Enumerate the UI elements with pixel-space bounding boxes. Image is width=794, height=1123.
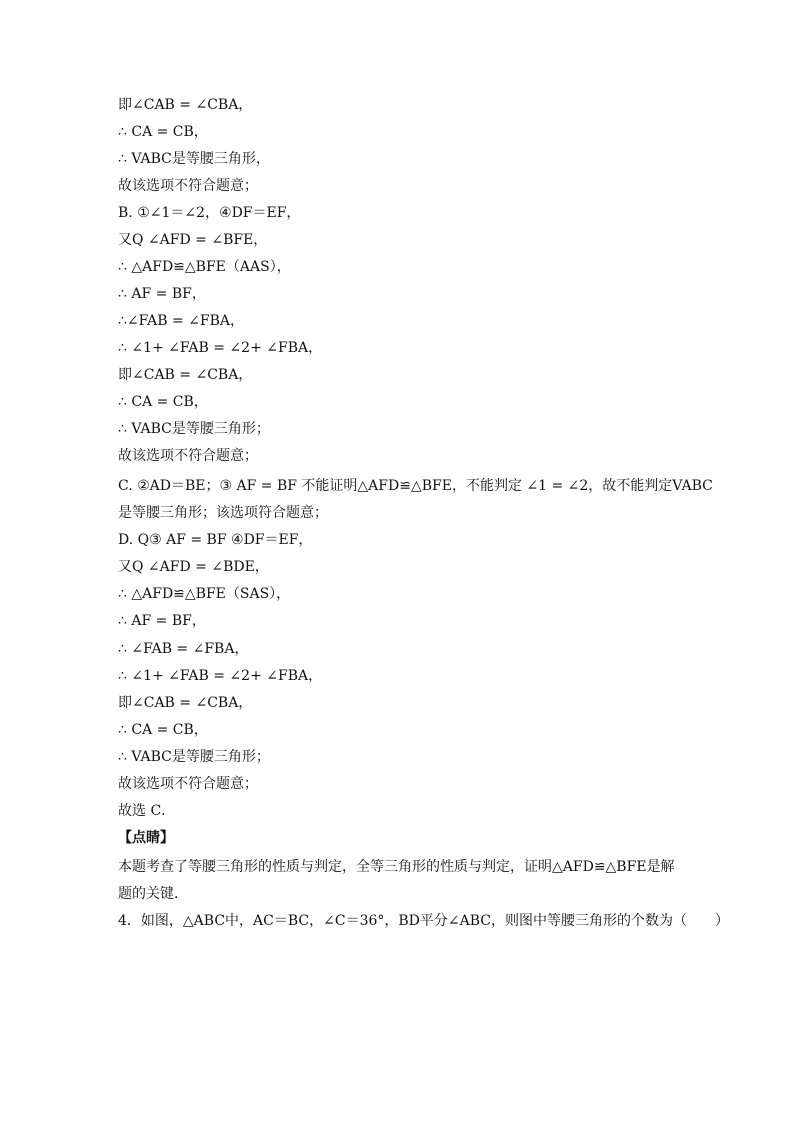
option-c-heading: C. ②AD＝BE；③ AF = BF 不能证明△AFD≌△BFE，不能判定 ∠1 = ∠2，故不能判定VABC: [118, 478, 713, 494]
text-line: 故该选项不符合题意；: [118, 776, 258, 792]
text-line: ∴ △AFD≌△BFE（AAS），: [118, 259, 291, 275]
text-line: 故该选项不符合题意；: [118, 448, 258, 464]
text-line: ∴ CA = CB，: [118, 394, 208, 410]
text-line: ∴ ∠1+ ∠FAB = ∠2+ ∠FBA，: [118, 340, 323, 356]
comment-heading: 【点睛】: [118, 830, 174, 846]
text-line: ∴ △AFD≌△BFE（SAS），: [118, 586, 291, 602]
question-4: 4．如图，△ABC中，AC＝BC，∠C＝36°，BD平分∠ABC，则图中等腰三角形的个数为（ ）: [118, 913, 729, 929]
text-line: 故该选项不符合题意；: [118, 178, 258, 194]
text-line: ∴ ∠1+ ∠FAB = ∠2+ ∠FBA，: [118, 668, 323, 684]
text-line: ∴ AF = BF，: [118, 613, 206, 629]
text-line: 又Q ∠AFD = ∠BDE，: [118, 559, 269, 575]
comment-text: 本题考查了等腰三角形的性质与判定，全等三角形的性质与判定，证明△AFD≌△BFE是解: [118, 859, 675, 875]
text-line: 即∠CAB = ∠CBA，: [118, 695, 253, 711]
text-line: ∴ ∠FAB = ∠FBA，: [118, 641, 249, 657]
text-line: 是等腰三角形；该选项符合题意；: [118, 505, 328, 521]
text-line: 又Q ∠AFD = ∠BFE，: [118, 232, 268, 248]
text-line: 即∠CAB = ∠CBA，: [118, 367, 253, 383]
text-line: ∴ CA = CB，: [118, 124, 208, 140]
text-line: ∴ VABC是等腰三角形；: [118, 749, 270, 765]
text-line: ∴ AF = BF，: [118, 286, 206, 302]
text-line: ∴ VABC是等腰三角形；: [118, 421, 270, 437]
option-d-heading: D. Q③ AF = BF ④DF＝EF，: [118, 532, 313, 548]
text-line: ∴ VABC是等腰三角形，: [118, 151, 270, 167]
text-line: ∴∠FAB = ∠FBA，: [118, 313, 245, 329]
text-line: 即∠CAB = ∠CBA，: [118, 97, 253, 113]
text-line: ∴ CA = CB，: [118, 722, 208, 738]
option-b-heading: B. ①∠1＝∠2，④DF＝EF，: [118, 205, 301, 221]
answer-line: 故选 C．: [118, 803, 176, 819]
comment-text: 题的关键．: [118, 886, 188, 902]
